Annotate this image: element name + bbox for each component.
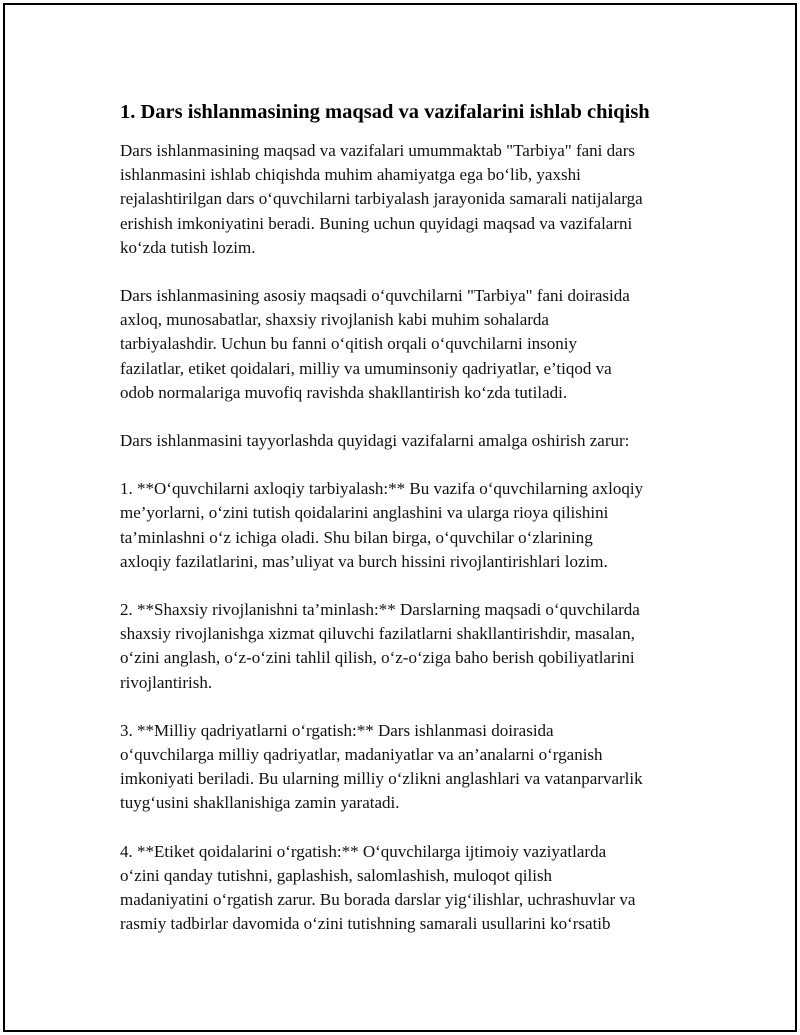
paragraph-line: Dars ishlanmasining maqsad va vazifalari umummaktab "Tarbiya" fani dars [120,141,635,160]
paragraph-line: o‘quvchilarga milliy qadriyatlar, madaniyatlar va an’analarni o‘rganish [120,745,603,765]
paragraph-line: fazilatlar, etiket qoidalari, milliy va umuminsoniy qadriyatlar, e’tiqod va [120,358,612,378]
paragraph [120,139,700,260]
paragraph [120,840,700,937]
paragraph-line: 4. **Etiket qoidalarini o‘rgatish:** O‘quvchilarga ijtimoiy vaziyatlarda [120,841,607,861]
paragraph [120,477,700,574]
paragraph-line: 1. **O‘quvchilarni axloqiy tarbiyalash:** Bu vazifa o‘quvchilarning axloqiy [120,479,644,499]
paragraph-line: odob normalariga muvofiq ravishda shakllantirish ko‘zda tutiladi. [120,382,568,402]
paragraph-line: rejalashtirilgan dars o‘quvchilarni tarbiyalash jarayonida samarali natijalarga [120,189,643,209]
paragraph-line: tarbiyalashdir. Uchun bu fanni o‘qitish orqali o‘quvchilarni insoniy [120,334,578,354]
paragraph-line: o‘zini anglash, o‘z-o‘zini tahlil qilish, o‘z-o‘ziga baho berish qobiliyatlarini [120,648,635,668]
paragraph-line: imkoniyati beriladi. Bu ularning milliy o‘zlikni anglashlari va vatanparvarlik [120,769,643,789]
paragraph-line: ko‘zda tutish lozim. [120,237,256,257]
paragraph-line: shaxsiy rivojlanishga xizmat qiluvchi fazilatlarni shakllantirishdir, masalan, [120,624,635,644]
paragraph-line: madaniyatini o‘rgatish zarur. Bu borada darslar yig‘ilishlar, uchrashuvlar va [120,890,636,910]
document-body [120,98,700,936]
paragraph-line: ta’minlashni o‘z ichiga oladi. Shu bilan birga, o‘quvchilar o‘zlarining [120,527,593,547]
paragraph-line: Dars ishlanmasining asosiy maqsadi o‘quvchilarni "Tarbiya" fani doirasida [120,286,630,306]
paragraph [120,429,700,453]
paragraph-line: 2. **Shaxsiy rivojlanishni ta’minlash:** Darslarning maqsadi o‘quvchilarda [120,600,640,620]
paragraph-line: 3. **Milliy qadriyatlarni o‘rgatish:** Dars ishlanmasi doirasida [120,720,554,740]
paragraph [120,284,700,405]
paragraph-line: tuyg‘usini shakllanishiga zamin yaratadi. [120,793,400,813]
paragraph-line: me’yorlarni, o‘zini tutish qoidalarini anglashini va ularga rioya qilishini [120,503,609,523]
paragraph [120,719,700,816]
paragraph-line: ishlanmasini ishlab chiqishda muhim ahamiyatga ega bo‘lib, yaxshi [120,165,581,185]
paragraphs-container [120,139,700,936]
document-page [3,3,797,1032]
paragraph-line: erishish imkoniyatini beradi. Buning uchun quyidagi maqsad va vazifalarni [120,213,633,233]
section-heading: 1. Dars ishlanmasining maqsad va vazifalarini ishlab chiqish [120,101,650,123]
paragraph-line: o‘zini qanday tutishni, gaplashish, salomlashish, muloqot qilish [120,865,553,885]
paragraph-line: rivojlantirish. [120,672,213,692]
paragraph [120,598,700,695]
paragraph-line: Dars ishlanmasini tayyorlashda quyidagi vazifalarni amalga oshirish zarur: [120,431,630,451]
paragraph-line: rasmiy tadbirlar davomida o‘zini tutishning samarali usullarini ko‘rsatib [120,914,611,934]
paragraph-line: axloq, munosabatlar, shaxsiy rivojlanish kabi muhim sohalarda [120,310,549,330]
paragraph-line: axloqiy fazilatlarini, mas’uliyat va burch hissini rivojlantirishlari lozim. [120,551,608,571]
